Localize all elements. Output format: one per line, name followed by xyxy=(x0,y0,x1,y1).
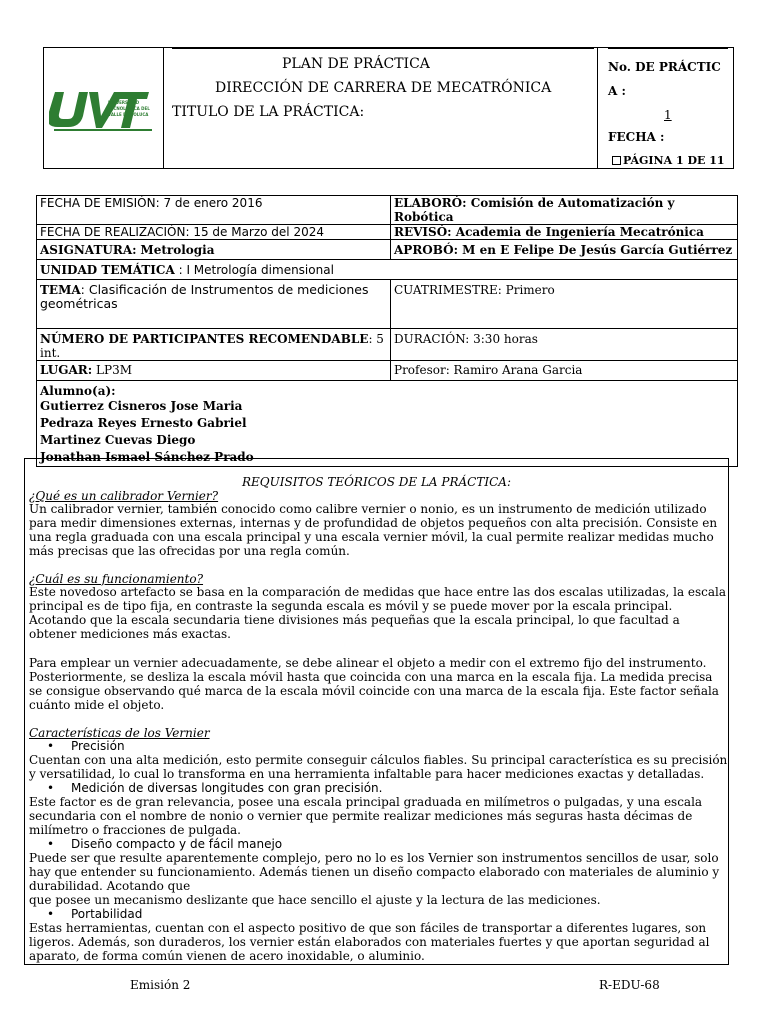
question-what-is-vernier: ¿Qué es un calibrador Vernier? xyxy=(29,489,219,503)
duration: DURACIÓN: 3:30 horas xyxy=(391,329,738,361)
bullet-measurement xyxy=(47,781,382,795)
practice-title-label: TITULO DE LA PRÁCTICA: xyxy=(172,104,365,120)
bullet-label: Diseño compacto y de fácil manejo xyxy=(71,837,283,851)
thematic-unit-cell xyxy=(37,260,738,280)
bullet-label: Precisión xyxy=(71,739,125,753)
student-name: Pedraza Reyes Ernesto Gabriel xyxy=(40,416,247,430)
footer-code: R-EDU-68 xyxy=(599,978,660,992)
date-label: FECHA : xyxy=(608,130,665,144)
section-characteristics: Características de los Vernier xyxy=(29,726,210,740)
info-row xyxy=(37,240,738,260)
emission-date: FECHA DE EMISIÓN: 7 de enero 2016 xyxy=(37,196,391,225)
topic-label: TEMA xyxy=(40,283,81,297)
bullet-label: Portabilidad xyxy=(71,907,143,921)
place-label: LUGAR: xyxy=(40,363,93,377)
bullet-portability xyxy=(47,907,142,921)
section-heading: REQUISITOS TEÓRICOS DE LA PRÁCTICA: xyxy=(242,475,511,489)
bullet-icon: • xyxy=(47,739,55,753)
term: CUATRIMESTRE: Primero xyxy=(391,280,738,329)
theory-requirements-box xyxy=(24,458,729,965)
direction-title: DIRECCIÓN DE CARRERA DE MECATRÓNICA xyxy=(215,80,552,96)
student-name: Gutierrez Cisneros Jose Maria xyxy=(40,399,243,413)
practice-number-label: No. DE PRÁCTIC xyxy=(608,60,721,74)
elaborated-by: ELABORÓ: Comisión de Automatización y Robótica xyxy=(391,196,738,225)
students-cell xyxy=(37,381,738,467)
info-row xyxy=(37,381,738,467)
title-rule xyxy=(172,48,594,49)
subject-cell xyxy=(37,240,391,260)
checkbox-icon xyxy=(612,156,621,165)
document-header xyxy=(43,47,734,169)
bullet-measurement-text: Este factor es de gran relevancia, posee una escala principal graduada en milímetros o pulgadas, y una escala secundaria con el nombre de nonio o vernier que permite realizar mediciones más seguras hasta décimas de milímetro o fracciones de pulgada. xyxy=(29,795,703,837)
footer-emission: Emisión 2 xyxy=(130,978,191,992)
bullet-label: Medición de diversas longitudes con gran precisión. xyxy=(71,781,383,795)
bullet-precision xyxy=(47,739,125,753)
paragraph-function: Este novedoso artefacto se basa en la comparación de medidas que hace entre las dos escalas utilizadas, la escala principal es de tipo fija, en contraste la segunda escala es móvil y se puede mover por la escala principal. Acotando que la escala secundaria tiene divisiones más pequeñas que la escala principal, lo que facultad a obtener mediciones más exactas. xyxy=(29,585,727,641)
student-name: Jonathan Ismael Sánchez Prado xyxy=(40,450,254,464)
info-row xyxy=(37,225,738,240)
info-rule xyxy=(608,48,728,49)
info-row xyxy=(37,196,738,225)
bullet-design-text: Puede ser que resulte aparentemente complejo, pero no lo es los Vernier son instrumentos sencillos de usar, solo hay que entender su funcionamiento. Además tienen un diseño compacto elaborado con materiales de aluminio y durabilidad. Acotando que xyxy=(29,851,720,893)
place-cell xyxy=(37,361,391,381)
bullet-design-text-cont: que posee un mecanismo deslizante que hace sencillo el ajuste y la lectura de las mediciones. xyxy=(29,893,601,907)
info-row xyxy=(37,280,738,329)
practice-number-label-cont: A : xyxy=(608,84,626,98)
practice-info-cell xyxy=(597,48,734,168)
thematic-unit-value: : I Metrología dimensional xyxy=(178,263,334,277)
paragraph-usage: Para emplear un vernier adecuadamente, se debe alinear el objeto a medir con el extremo fijo del instrumento. Posteriormente, se desliza la escala móvil hasta que coincida con una marca en la escala fija. La medida precisa se consigue observando qué marca de la escala móvil coincide con una marca de la escala fija. Este factor señala cuánto mide el objeto. xyxy=(29,656,719,712)
professor: Profesor: Ramiro Arana Garcia xyxy=(391,361,738,381)
students-label: Alumno(a): xyxy=(40,384,116,398)
topic-cell xyxy=(37,280,391,329)
reviewed-by: REVISÓ: Academia de Ingeniería Mecatrónica xyxy=(391,225,738,240)
info-row xyxy=(37,260,738,280)
topic-value: : Clasificación de Instrumentos de mediciones geométricas xyxy=(40,282,369,311)
plan-title: PLAN DE PRÁCTICA xyxy=(282,56,430,72)
bullet-portability-text: Estas herramientas, cuentan con el aspecto positivo de que son fáciles de transportar a diferentes lugares, son ligeros. Además, son duraderos, los vernier están elaborados con materiales fuertes y que aportan seguridad al aparato, de forma común vienen de acero inoxidable, o aluminio. xyxy=(29,921,710,963)
logo-subtitle: UNIVERSIDAD TECNOLÓGICA DEL VALLE DE TOLUCA xyxy=(108,100,150,117)
student-name: Martinez Cuevas Diego xyxy=(40,433,196,447)
practice-info-table xyxy=(36,195,738,467)
paragraph-definition: Un calibrador vernier, también conocido como calibre vernier o nonio, es un instrumento de medición utilizado para medir dimensiones externas, internas y de profundidad de objetos pequeños con alta precisión. Consiste en una regla graduada con una escala principal y una escala vernier móvil, la cual permite realizar medidas mucho más precisas que las ofrecidas por una regla común. xyxy=(29,502,718,558)
bullet-icon: • xyxy=(47,907,55,921)
participants-value: : 5 int. xyxy=(40,332,384,360)
page-indicator: PÁGINA 1 DE 11 xyxy=(612,154,725,167)
practice-number-value: 1 xyxy=(664,108,672,122)
approved-by: APROBÓ: M en E Felipe De Jesús García Gutiérrez xyxy=(391,240,738,260)
subject-value: Metrologia xyxy=(140,243,215,257)
bullet-design xyxy=(47,837,282,851)
place-value: LP3M xyxy=(96,363,133,377)
bullet-icon: • xyxy=(47,781,55,795)
thematic-unit-label: UNIDAD TEMÁTICA xyxy=(40,263,175,277)
info-row xyxy=(37,329,738,361)
subject-label: ASIGNATURA: xyxy=(40,243,137,257)
participants-label: NÚMERO DE PARTICIPANTES RECOMENDABLE xyxy=(40,332,369,346)
question-how-it-works: ¿Cuál es su funcionamiento? xyxy=(29,572,204,586)
info-row xyxy=(37,361,738,381)
bullet-icon: • xyxy=(47,837,55,851)
execution-date: FECHA DE REALIZACIÓN: 15 de Marzo del 2024 xyxy=(37,225,391,240)
bullet-precision-text: Cuentan con una alta medición, esto permite conseguir cálculos fiables. Su principal característica es su precisión y versatilidad, lo cual lo transforma en una herramienta infaltable para hacer mediciones exactas y detalladas. xyxy=(29,753,728,781)
participants-cell xyxy=(37,329,391,361)
logo-cell xyxy=(44,48,164,168)
